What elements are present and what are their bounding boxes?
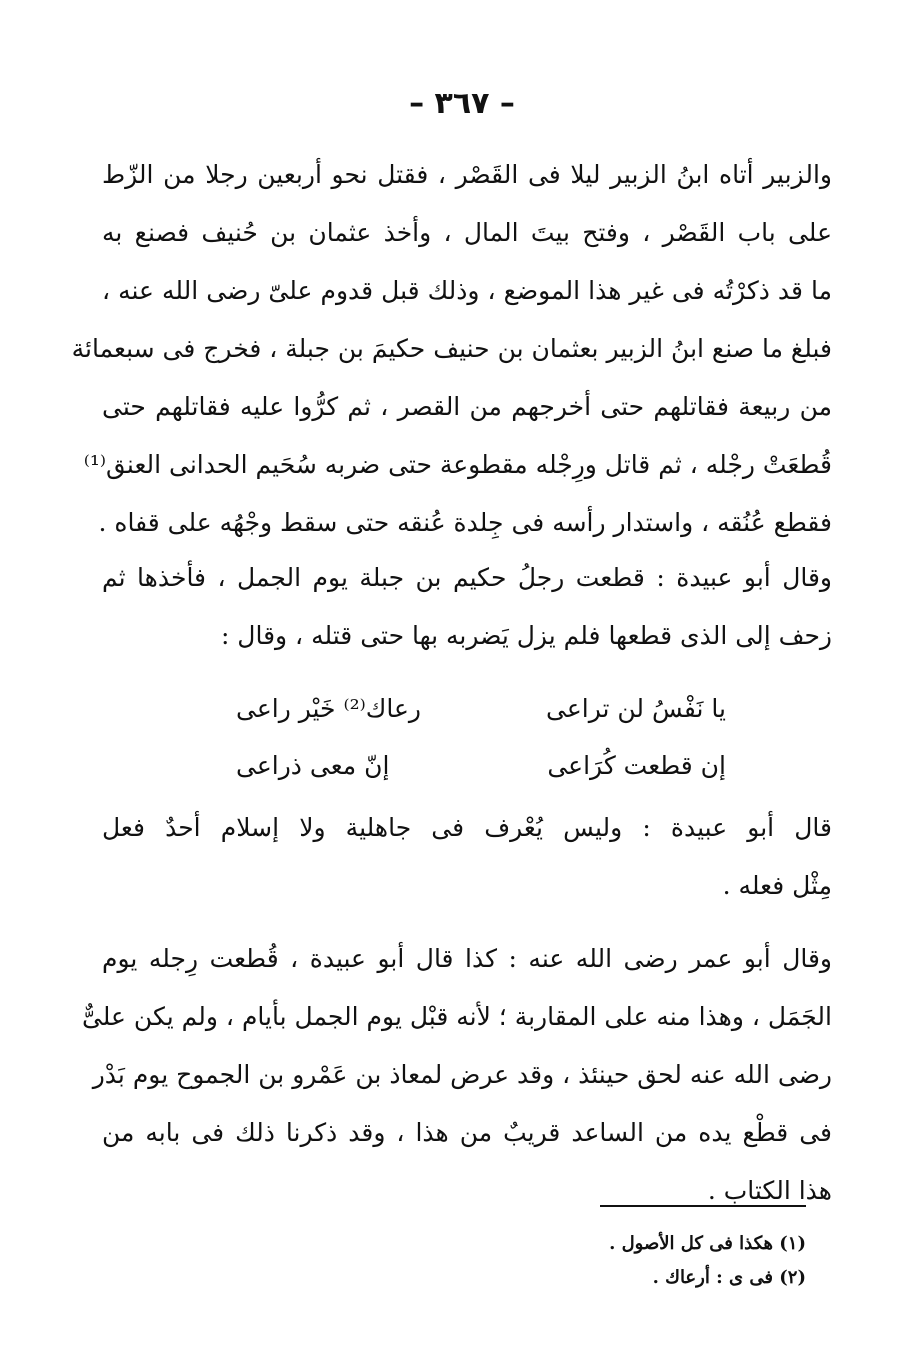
page-number: – ٣٦٧ – (409, 86, 515, 121)
text-line: فبلغ ما صنع ابنُ الزبير بعثمان بن حنيف حكيمَ بن جبلة ، فخرج فى سبعمائة (71, 334, 832, 363)
poem-verse (226, 737, 726, 795)
footnote-separator (600, 1205, 806, 1207)
text-line: ما قد ذكرْتُه فى غير هذا الموضع ، وذلك قبل قدوم علىّ رضى الله عنه ، (102, 276, 832, 305)
footnote: (٢) فى ى : أرعاك . (652, 1267, 806, 1288)
text-line: والزبير أتاه ابنُ الزبير ليلا فى القَصْر ، فقتل نحو أربعين رجلا من الزّط (102, 160, 832, 189)
verse-second-hemistich: رعاك⁽²⁾ خَيْر راعى (236, 694, 421, 723)
text-line: من ربيعة فقاتلهم حتى أخرجهم من القصر ، ثم كرُّوا عليه فقاتلهم حتى (102, 392, 832, 421)
poem-verse (226, 680, 726, 738)
paragraph-abu-ubayda-remark (102, 799, 832, 915)
verse-second-hemistich: إنّ معى ذراعى (236, 751, 390, 780)
paragraph-abu-umar (81, 930, 832, 1220)
paragraph-abu-ubayda-quote (102, 549, 832, 665)
text-line: فقطع عُنُقه ، واستدار رأسه فى جِلدة عُنقه حتى سقط وجْهُه على قفاه . (98, 508, 832, 537)
text-line: على باب القَصْر ، وفتح بيتَ المال ، وأخذ عثمان بن حُنيف فصنع به (102, 218, 832, 247)
paragraph-hakim-bin-jabala (71, 146, 832, 552)
footnote: (١) هكذا فى كل الأصول . (609, 1233, 806, 1254)
text-line: فى قطْع يده من الساعد قريبٌ من هذا ، وقد ذكرنا ذلك فى بابه من (102, 1118, 832, 1147)
verse-first-hemistich: إن قطعت كُرَاعى (547, 751, 726, 780)
text-line: مِثْل فعله . (722, 871, 832, 900)
text-line: رضى الله عنه لحق حينئذ ، وقد عرض لمعاذ بن عَمْرو بن الجموح يوم بَدْر (92, 1060, 832, 1089)
text-line: الجَمَل ، وهذا منه على المقاربة ؛ لأنه قبْل يوم الجمل بأيام ، ولم يكن علىٌّ (81, 1002, 832, 1031)
text-line: قُطعَتْ رجْله ، ثم قاتل ورِجْله مقطوعة حتى ضربه سُحَيم الحدانى العنق⁽¹⁾ (83, 450, 832, 479)
text-line: قال أبو عبيدة : وليس يُعْرف فى جاهلية ولا إسلام أحدٌ فعل (102, 813, 832, 842)
verse-first-hemistich: يا نَفْسُ لن تراعى (546, 694, 726, 723)
text-line: زحف إلى الذى قطعها فلم يزل يَضربه بها حتى قتله ، وقال : (220, 621, 832, 650)
text-line: هذا الكتاب . (707, 1176, 832, 1205)
footnotes (406, 1227, 806, 1295)
text-line: وقال أبو عبيدة : قطعت رجلُ حكيم بن جبلة يوم الجمل ، فأخذها ثم (102, 563, 832, 592)
text-line: وقال أبو عمر رضى الله عنه : كذا قال أبو عبيدة ، قُطعت رِجله يوم (102, 944, 832, 973)
